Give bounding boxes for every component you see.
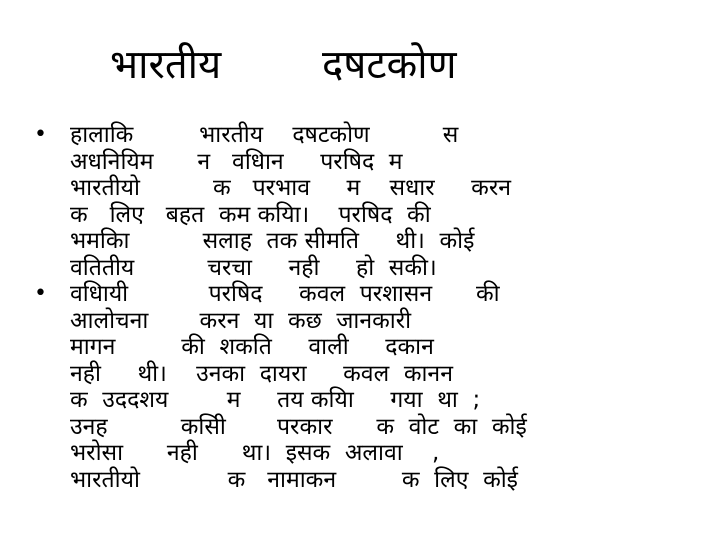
bullet-point [30,122,690,281]
text-line: नही थी। उनका दायरा कवल कानन [70,360,453,387]
bullet-point [30,281,690,493]
text-line: मागन की शकति वाली दकान [70,334,434,360]
bullet-icon: • [34,122,47,147]
title-word-1: भारतीय [110,42,222,88]
slide-title [0,30,720,100]
text-line: वतितीय चरचा नही हो सकी। [70,254,437,281]
text-line: आलोचना करन या कछ जानकारी [70,307,412,334]
text-line: भारतीयो क परभाव म सधार करन [70,175,511,201]
text-line: भमकिा सलाह तक सीमति थी। कोई [70,228,475,254]
text-line: क लिए बहत कम कयिा। परषिद की [70,201,431,228]
slide-body [30,122,690,493]
text-line: उनह कसिी परकार क वोट का कोई [70,413,527,440]
title-word-2: दषटकोण [322,42,457,88]
text-line: क उददशय म तय कयिा गया था ; [70,387,481,413]
text-line: भारतीयो क नामाकन क लिए कोई [70,466,518,493]
text-line: भरोसा नही था। इसक अलावा , [70,440,440,466]
text-line: वधिायी परषिद कवल परशासन की [70,281,500,307]
bullet-icon: • [34,281,47,306]
text-line: हालाकि भारतीय दषटकोण स [70,122,459,148]
text-line: अधनियिम न वधिान परषिद म [70,148,403,175]
